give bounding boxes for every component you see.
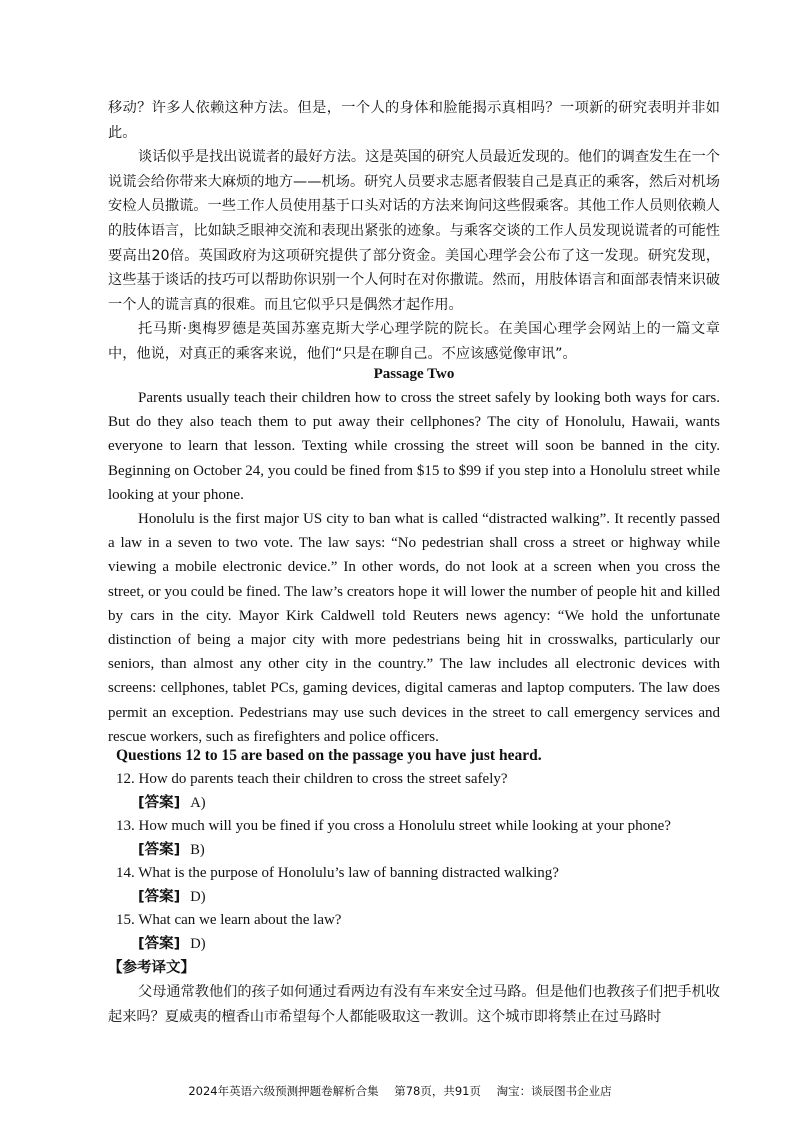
- question-12: 12. How do parents teach their children to cross the street safely?: [116, 771, 508, 787]
- answer-14: [138, 885, 720, 909]
- questions-heading: Questions 12 to 15 are based on the passage you have just heard.: [116, 747, 542, 764]
- answer-value: D): [190, 936, 206, 952]
- question-15: 15. What can we learn about the law?: [116, 912, 342, 928]
- cn-paragraph-1: 谈话似乎是找出说谎者的最好方法。这是英国的研究人员最近发现的。他们的调查发生在一个说谎会给你带来大麻烦的地方——机场。研究人员要求志愿者假装自己是真正的乘客，然后对机场安检人员撒谎。一些工作人员使用基于口头对话的方法来询问这些假乘客。其他工作人员则依赖人的肢体语言，比如缺乏眼神交流和表现出紧张的迹象。与乘客交谈的工作人员发现说谎者的可能性要高出20倍。英国政府为这项研究提供了部分资金。美国心理学会公布了这一发现。研究发现，这些基于谈话的技巧可以帮助你识别一个人何时在对你撒谎。然而，用肢体语言和面部表情来识破一个人的谎言真的很难。而且它似乎只是偶然才起作用。: [108, 149, 720, 313]
- cn-paragraph-0: 移动？许多人依赖这种方法。但是，一个人的身体和脸能揭示真相吗？一项新的研究表明并非如此。: [108, 100, 720, 141]
- answer-value: D): [190, 889, 206, 905]
- chinese-intro: [108, 96, 720, 367]
- answer-value: B): [190, 842, 205, 858]
- answer-tag: [答案]: [138, 842, 181, 858]
- answer-15: [138, 932, 720, 956]
- footer-page-number: 第78页，共91页: [394, 1084, 482, 1098]
- questions-section: [108, 744, 720, 1029]
- passage-title: Passage Two: [373, 366, 455, 382]
- passage-paragraph-2: Honolulu is the first major US city to ban what is called “distracted walking”. It recently passed a law in a seven to two vote. The law says: “No pedestrian shall cross a street or highway while viewing a mobile electronic device.” In other words, do not look at a screen when you cross the street, or you could be fined. The law’s creators hope it will lower the number of people hit and killed by cars in the city. Mayor Kirk Caldwell told Reuters news agency: “We hold the unfortunate distinction of being a major city with more pedestrians being hit in crosswalks, particularly our seniors, than almost any other city in the country.” The law includes all electronic devices with screens: cellphones, tablet PCs, gaming devices, digital cameras and laptop computers. The law does permit an exception. Pedestrians may use such devices in the street to call emergency services and rescue workers, such as firefighters and police officers.: [108, 511, 720, 745]
- answer-13: [138, 838, 720, 862]
- answer-tag: [答案]: [138, 936, 181, 952]
- question-13: 13. How much will you be fined if you cross a Honolulu street while looking at your phone?: [116, 818, 671, 834]
- cn-paragraph-2: 托马斯·奥梅罗德是英国苏塞克斯大学心理学院的院长。在美国心理学会网站上的一篇文章中，他说，对真正的乘客来说，他们“只是在聊自己。不应该感觉像审讯”。: [108, 321, 720, 362]
- answer-tag: [答案]: [138, 795, 181, 811]
- page-footer: [0, 1083, 800, 1099]
- answer-tag: [答案]: [138, 889, 181, 905]
- question-14: 14. What is the purpose of Honolulu’s law of banning distracted walking?: [116, 865, 559, 881]
- passage-paragraph-1: Parents usually teach their children how to cross the street safely by looking both ways for cars. But do they also teach them to put away their cellphones? The city of Honolulu, Hawaii, wants everyone to learn that lesson. Texting while crossing the street will soon be banned in the city. Beginning on October 24, you could be fined from $15 to $99 if you step into a Honolulu street while looking at your phone.: [108, 390, 720, 503]
- answer-12: [138, 791, 720, 815]
- footer-shop: 淘宝：谈辰图书企业店: [496, 1084, 612, 1098]
- passage-two: [108, 362, 720, 749]
- answer-value: A): [190, 795, 206, 811]
- reference-paragraph-1: 父母通常教他们的孩子如何通过看两边有没有车来安全过马路。但是他们也教孩子们把手机收起来吗？夏威夷的檀香山市希望每个人都能吸取这一教训。这个城市即将禁止在过马路时: [108, 984, 720, 1025]
- footer-collection: 2024年英语六级预测押题卷解析合集: [188, 1084, 379, 1098]
- reference-heading: 【参考译文】: [108, 960, 195, 976]
